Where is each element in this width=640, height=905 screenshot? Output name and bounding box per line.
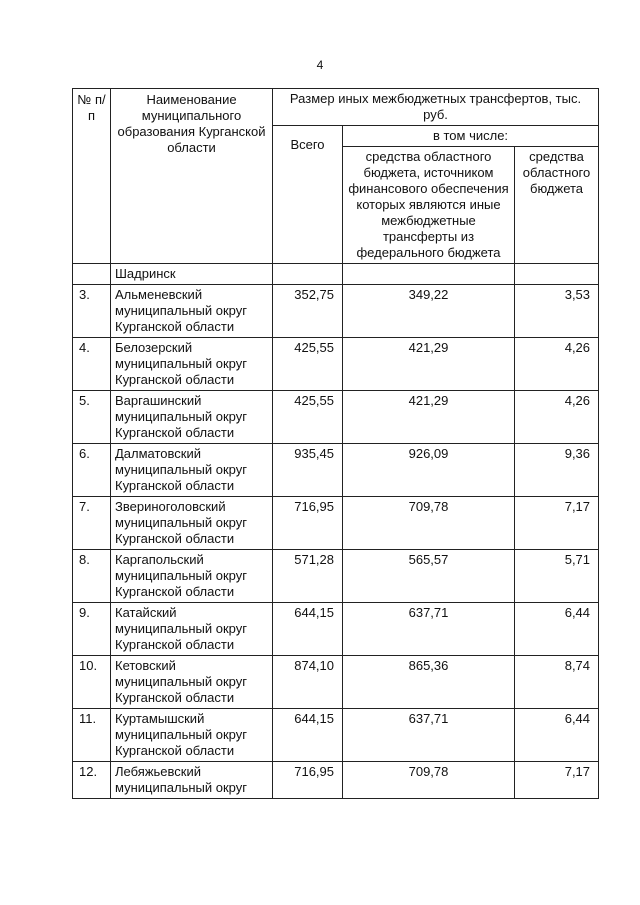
row-name: Варгашинский муниципальный округ Курганской области [111, 391, 273, 444]
row-name: Альменевский муниципальный округ Курганской области [111, 285, 273, 338]
row-federal: 865,36 [343, 656, 515, 709]
row-number: 7. [73, 497, 111, 550]
row-total: 716,95 [273, 762, 343, 799]
row-name: Катайский муниципальный округ Курганской области [111, 603, 273, 656]
row-total: 644,15 [273, 603, 343, 656]
table-row [73, 656, 599, 709]
continuation-num [73, 264, 111, 285]
transfers-table [72, 88, 599, 799]
row-total: 935,45 [273, 444, 343, 497]
row-federal: 709,78 [343, 497, 515, 550]
page-number: 4 [316, 58, 324, 72]
row-regional: 7,17 [515, 762, 599, 799]
row-total: 874,10 [273, 656, 343, 709]
row-federal: 637,71 [343, 709, 515, 762]
header-regional: средства областного бюджета [515, 147, 599, 264]
header-total: Всего [273, 126, 343, 264]
row-number: 4. [73, 338, 111, 391]
header-size: Размер иных межбюджетных трансфертов, тыс. руб. [273, 89, 599, 126]
row-number: 12. [73, 762, 111, 799]
continuation-name: Шадринск [111, 264, 273, 285]
row-regional: 6,44 [515, 603, 599, 656]
row-name: Кетовский муниципальный округ Курганской области [111, 656, 273, 709]
row-total: 352,75 [273, 285, 343, 338]
row-federal: 637,71 [343, 603, 515, 656]
table-row [73, 603, 599, 656]
row-total: 716,95 [273, 497, 343, 550]
row-number: 8. [73, 550, 111, 603]
row-number: 9. [73, 603, 111, 656]
row-name: Белозерский муниципальный округ Курганской области [111, 338, 273, 391]
row-name: Далматовский муниципальный округ Курганской области [111, 444, 273, 497]
row-regional: 5,71 [515, 550, 599, 603]
row-number: 11. [73, 709, 111, 762]
table-row [73, 709, 599, 762]
row-number: 10. [73, 656, 111, 709]
row-total: 425,55 [273, 391, 343, 444]
row-name: Звериноголовский муниципальный округ Курганской области [111, 497, 273, 550]
header-federal: средства областного бюджета, источником финансового обеспечения которых являются иные межбюджетные трансферты из федерального бюджета [343, 147, 515, 264]
table-row [73, 338, 599, 391]
row-name: Каргапольский муниципальный округ Курганской области [111, 550, 273, 603]
header-number: № п/п [73, 89, 111, 264]
row-name: Лебяжьевский муниципальный округ [111, 762, 273, 799]
row-federal: 565,57 [343, 550, 515, 603]
table-row [73, 444, 599, 497]
header-name: Наименование муниципального образования Курганской области [111, 89, 273, 264]
row-federal: 421,29 [343, 338, 515, 391]
row-regional: 9,36 [515, 444, 599, 497]
row-regional: 4,26 [515, 338, 599, 391]
table-row [73, 285, 599, 338]
row-regional: 4,26 [515, 391, 599, 444]
row-regional: 6,44 [515, 709, 599, 762]
row-regional: 7,17 [515, 497, 599, 550]
header-including: в том числе: [343, 126, 599, 147]
row-federal: 926,09 [343, 444, 515, 497]
row-regional: 8,74 [515, 656, 599, 709]
row-number: 5. [73, 391, 111, 444]
table-row [73, 391, 599, 444]
table-row [73, 550, 599, 603]
row-federal: 709,78 [343, 762, 515, 799]
row-name: Куртамышский муниципальный округ Курганской области [111, 709, 273, 762]
row-number: 6. [73, 444, 111, 497]
table-row [73, 762, 599, 799]
row-federal: 421,29 [343, 391, 515, 444]
row-total: 644,15 [273, 709, 343, 762]
row-federal: 349,22 [343, 285, 515, 338]
continuation-row [73, 264, 599, 285]
table-row [73, 497, 599, 550]
row-regional: 3,53 [515, 285, 599, 338]
header-row-1 [73, 89, 599, 126]
row-total: 425,55 [273, 338, 343, 391]
row-number: 3. [73, 285, 111, 338]
row-total: 571,28 [273, 550, 343, 603]
